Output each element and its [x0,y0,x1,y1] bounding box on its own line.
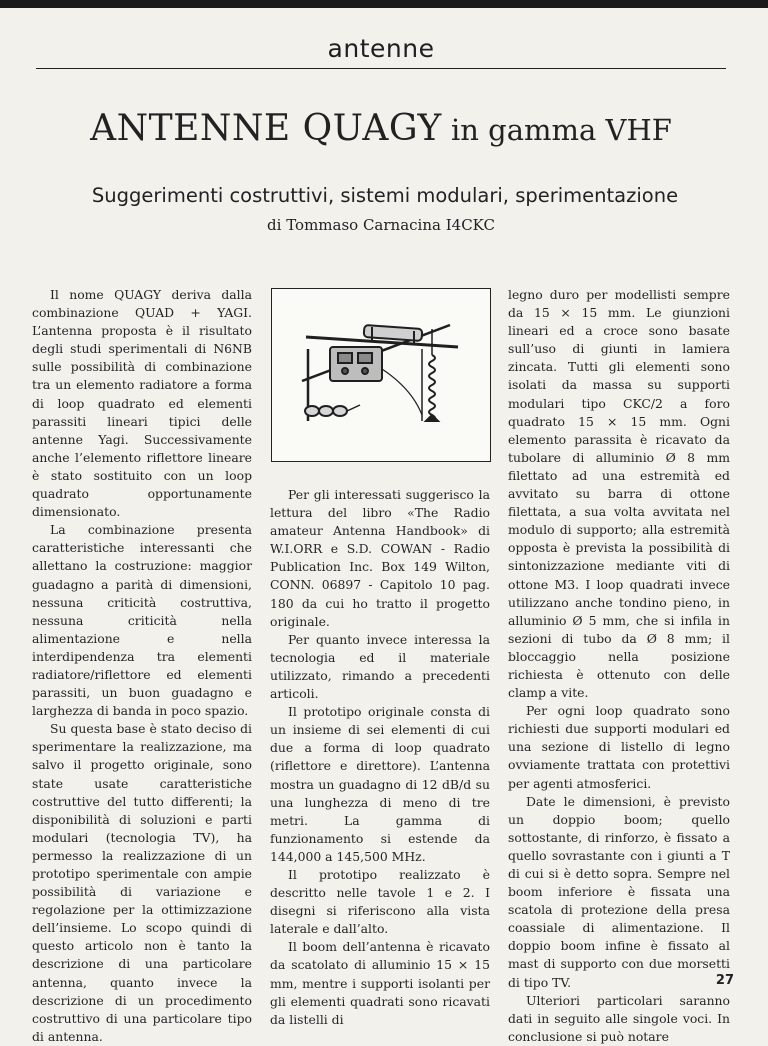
section-rule [36,68,726,69]
paragraph: Su questa base è stato deciso di sperimentare la realizzazione, ma salvo il progetto originale, sono state usate caratteristiche costruttive del tutto differenti; la disponibilità di soluzioni e parti modulari (tecnologia TV), ha permesso la realizzazione di un prototipo sperimentale con ampie possibilità di variazione e regolazione per la ottimizzazione dell’insieme. Lo scopo quindi di questo articolo non è tanto la descrizione di una particolare antenna, quanto invece la descrizione di un procedimento costruttivo di una particolare tipo di antenna. [32,721,252,1044]
text-column-3 [508,286,730,1046]
article-title [36,108,726,149]
paragraph: Date le dimensioni, è previsto un doppio boom; quello sottostante, di rinforzo, è fissato a quello sovrastante con i giunti a T di cui si è detto sopra. Sempre nel boom inferiore è fissata una scatola di protezione della presa coassiale di alimentazione. Il doppio boom infine è fissato al mast di supporto con due morsetti di tipo TV. [508,793,730,990]
paragraph: Per quanto invece interessa la tecnologia ed il materiale utilizzato, rimando a precedenti articoli. [270,631,490,702]
article-title-main: ANTENNE QUAGY [90,108,442,149]
paragraph: Ulteriori particolari saranno dati in seguito alle singole voci. In conclusione si può notare [508,992,730,1044]
text-column-1 [32,286,252,1046]
paragraph: Il prototipo realizzato è descritto nelle tavole 1 e 2. I disegni si riferiscono alla vista laterale e dall’alto. [270,866,490,937]
paragraph: Il boom dell’antenna è ricavato da scatolato di alluminio 15 × 15 mm, mentre i supporti isolanti per gli elementi quadrati sono ricavati da listelli di [270,939,490,1027]
paragraph: Per gli interessati suggerisco la lettura del libro «The Radio amateur Antenna Handbook» di W.I.ORR e S.D. COWAN - Radio Publication Inc. Box 149 Wilton, CONN. 06897 - Capitolo 10 pag. 180 da cui ho tratto il progetto originale. [270,487,490,629]
paragraph: legno duro per modellisti sempre da 15 × 15 mm. Le giunzioni lineari ed a croce sono basate sull’uso di giunti in lamiera zincata. Tutti gli elementi sono isolati da massa su supporti modulari tipo CKC/2 a foro quadrato 15 × 15 mm. Ogni elemento parassita è ricavato da tubolare di alluminio Ø 8 mm filettato ad una estremità ed avvitato su barra di ottone filettata, a sua volta avvitata nel modulo di supporto; alla estremità opposta è prevista la possibilità di sintonizzazione mediante viti di ottone M3. I loop quadrati invece utilizzano anche tondino pieno, in alluminio Ø 5 mm, che si infila in sezioni di tubo da Ø 8 mm; il bloccaggio nella posizione richiesta è ottenuto con delle clamp a vite. [508,287,730,701]
paragraph: Il prototipo originale consta di un insieme di sei elementi di cui due a forma di loop quadrato (riflettore e direttore). L’antenna mostra un guadagno di 12 dB/d su una lunghezza di meno di tre metri. La gamma di funzionamento si estende da 144,000 a 145,500 MHz. [270,704,490,864]
paragraph: La combinazione presenta caratteristiche interessanti che allettano la costruzione: maggior guadagno a parità di dimensioni, nessuna criticità costruttiva, nessuna criticità nella alimentazione e nella interdipendenza tra elementi radiatore/riflettore ed elementi parassiti, un buon guadagno e larghezza di banda in poco spazio. [32,522,252,719]
antenna-photo-icon [272,289,490,461]
paragraph: Il nome QUAGY deriva dalla combinazione QUAD + YAGI. L’antenna proposta è il risultato degli studi sperimentali di N6NB sulle possibilità di combinazione tra un elemento radiatore a forma di loop quadrato ed elementi parassiti lineari tipici delle antenne Yagi. Successivamente anche l’elemento riflettore lineare è stato sostituito con un loop quadrato opportunamente dimensionato. [32,287,252,520]
antenna-photo-figure [271,288,491,462]
article-title-rest: in gamma VHF [441,113,672,147]
section-heading: antenne [327,34,435,63]
scan-top-band [0,0,768,8]
text-column-2 [270,486,490,1029]
page-number: 27 [715,973,734,988]
article-byline: di Tommaso Carnacina I4CKC [267,216,495,234]
paragraph: Per ogni loop quadrato sono richiesti due supporti modulari ed una sezione di listello di legno ovviamente trattata con protettivi per agenti atmosferici. [508,703,730,791]
article-subtitle: Suggerimenti costruttivi, sistemi modulari, sperimentazione [91,184,679,207]
